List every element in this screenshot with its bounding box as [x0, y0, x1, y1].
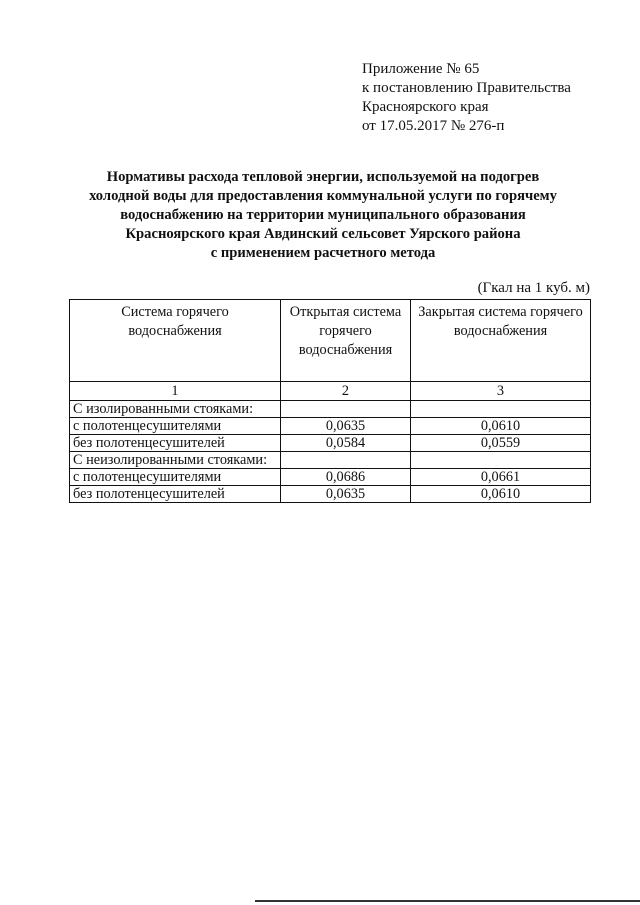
empty-cell — [411, 401, 591, 418]
title-line-1: Нормативы расхода тепловой энергии, используемой на подогрев — [106, 169, 540, 185]
table-row — [70, 418, 591, 435]
title-line-4: Красноярского края Авдинский сельсовет Уярского района — [125, 226, 521, 242]
scan-edge-line — [255, 900, 640, 902]
appendix-date: от 17.05.2017 № 276-п — [362, 118, 505, 134]
title-line-3: водоснабжению на территории муниципального образования — [120, 207, 526, 223]
row-label: с полотенцесушителями — [70, 418, 281, 435]
appendix-reference — [362, 60, 571, 136]
empty-cell — [281, 452, 411, 469]
header-open-system: Открытая система горячего водоснабжения — [281, 300, 411, 382]
column-number-row — [70, 382, 591, 401]
units-note: (Гкал на 1 куб. м) — [477, 280, 590, 296]
group-label: С изолированными стояками: — [70, 401, 281, 418]
column-number: 2 — [281, 382, 411, 401]
appendix-region: Красноярского края — [362, 99, 489, 115]
column-number: 3 — [411, 382, 591, 401]
empty-cell — [281, 401, 411, 418]
header-system: Система горячего водоснабжения — [70, 300, 281, 382]
row-label: с полотенцесушителями — [70, 469, 281, 486]
column-number: 1 — [70, 382, 281, 401]
open-system-value: 0,0635 — [281, 486, 411, 503]
group-row-insulated — [70, 401, 591, 418]
row-label: без полотенцесушителей — [70, 486, 281, 503]
group-row-uninsulated — [70, 452, 591, 469]
group-label: С неизолированными стояками: — [70, 452, 281, 469]
table-row — [70, 435, 591, 452]
document-title — [78, 168, 568, 263]
closed-system-value: 0,0559 — [411, 435, 591, 452]
closed-system-value: 0,0661 — [411, 469, 591, 486]
norms-table — [69, 299, 591, 503]
row-label: без полотенцесушителей — [70, 435, 281, 452]
closed-system-value: 0,0610 — [411, 418, 591, 435]
empty-cell — [411, 452, 591, 469]
table-row — [70, 486, 591, 503]
table-header-row — [70, 300, 591, 382]
title-line-5: с применением расчетного метода — [210, 245, 436, 261]
appendix-decree: к постановлению Правительства — [362, 80, 571, 96]
open-system-value: 0,0584 — [281, 435, 411, 452]
open-system-value: 0,0686 — [281, 469, 411, 486]
closed-system-value: 0,0610 — [411, 486, 591, 503]
title-line-2: холодной воды для предоставления коммунальной услуги по горячему — [89, 188, 557, 204]
open-system-value: 0,0635 — [281, 418, 411, 435]
table-row — [70, 469, 591, 486]
header-closed-system: Закрытая система горячего водоснабжения — [411, 300, 591, 382]
appendix-number: Приложение № 65 — [362, 61, 480, 77]
